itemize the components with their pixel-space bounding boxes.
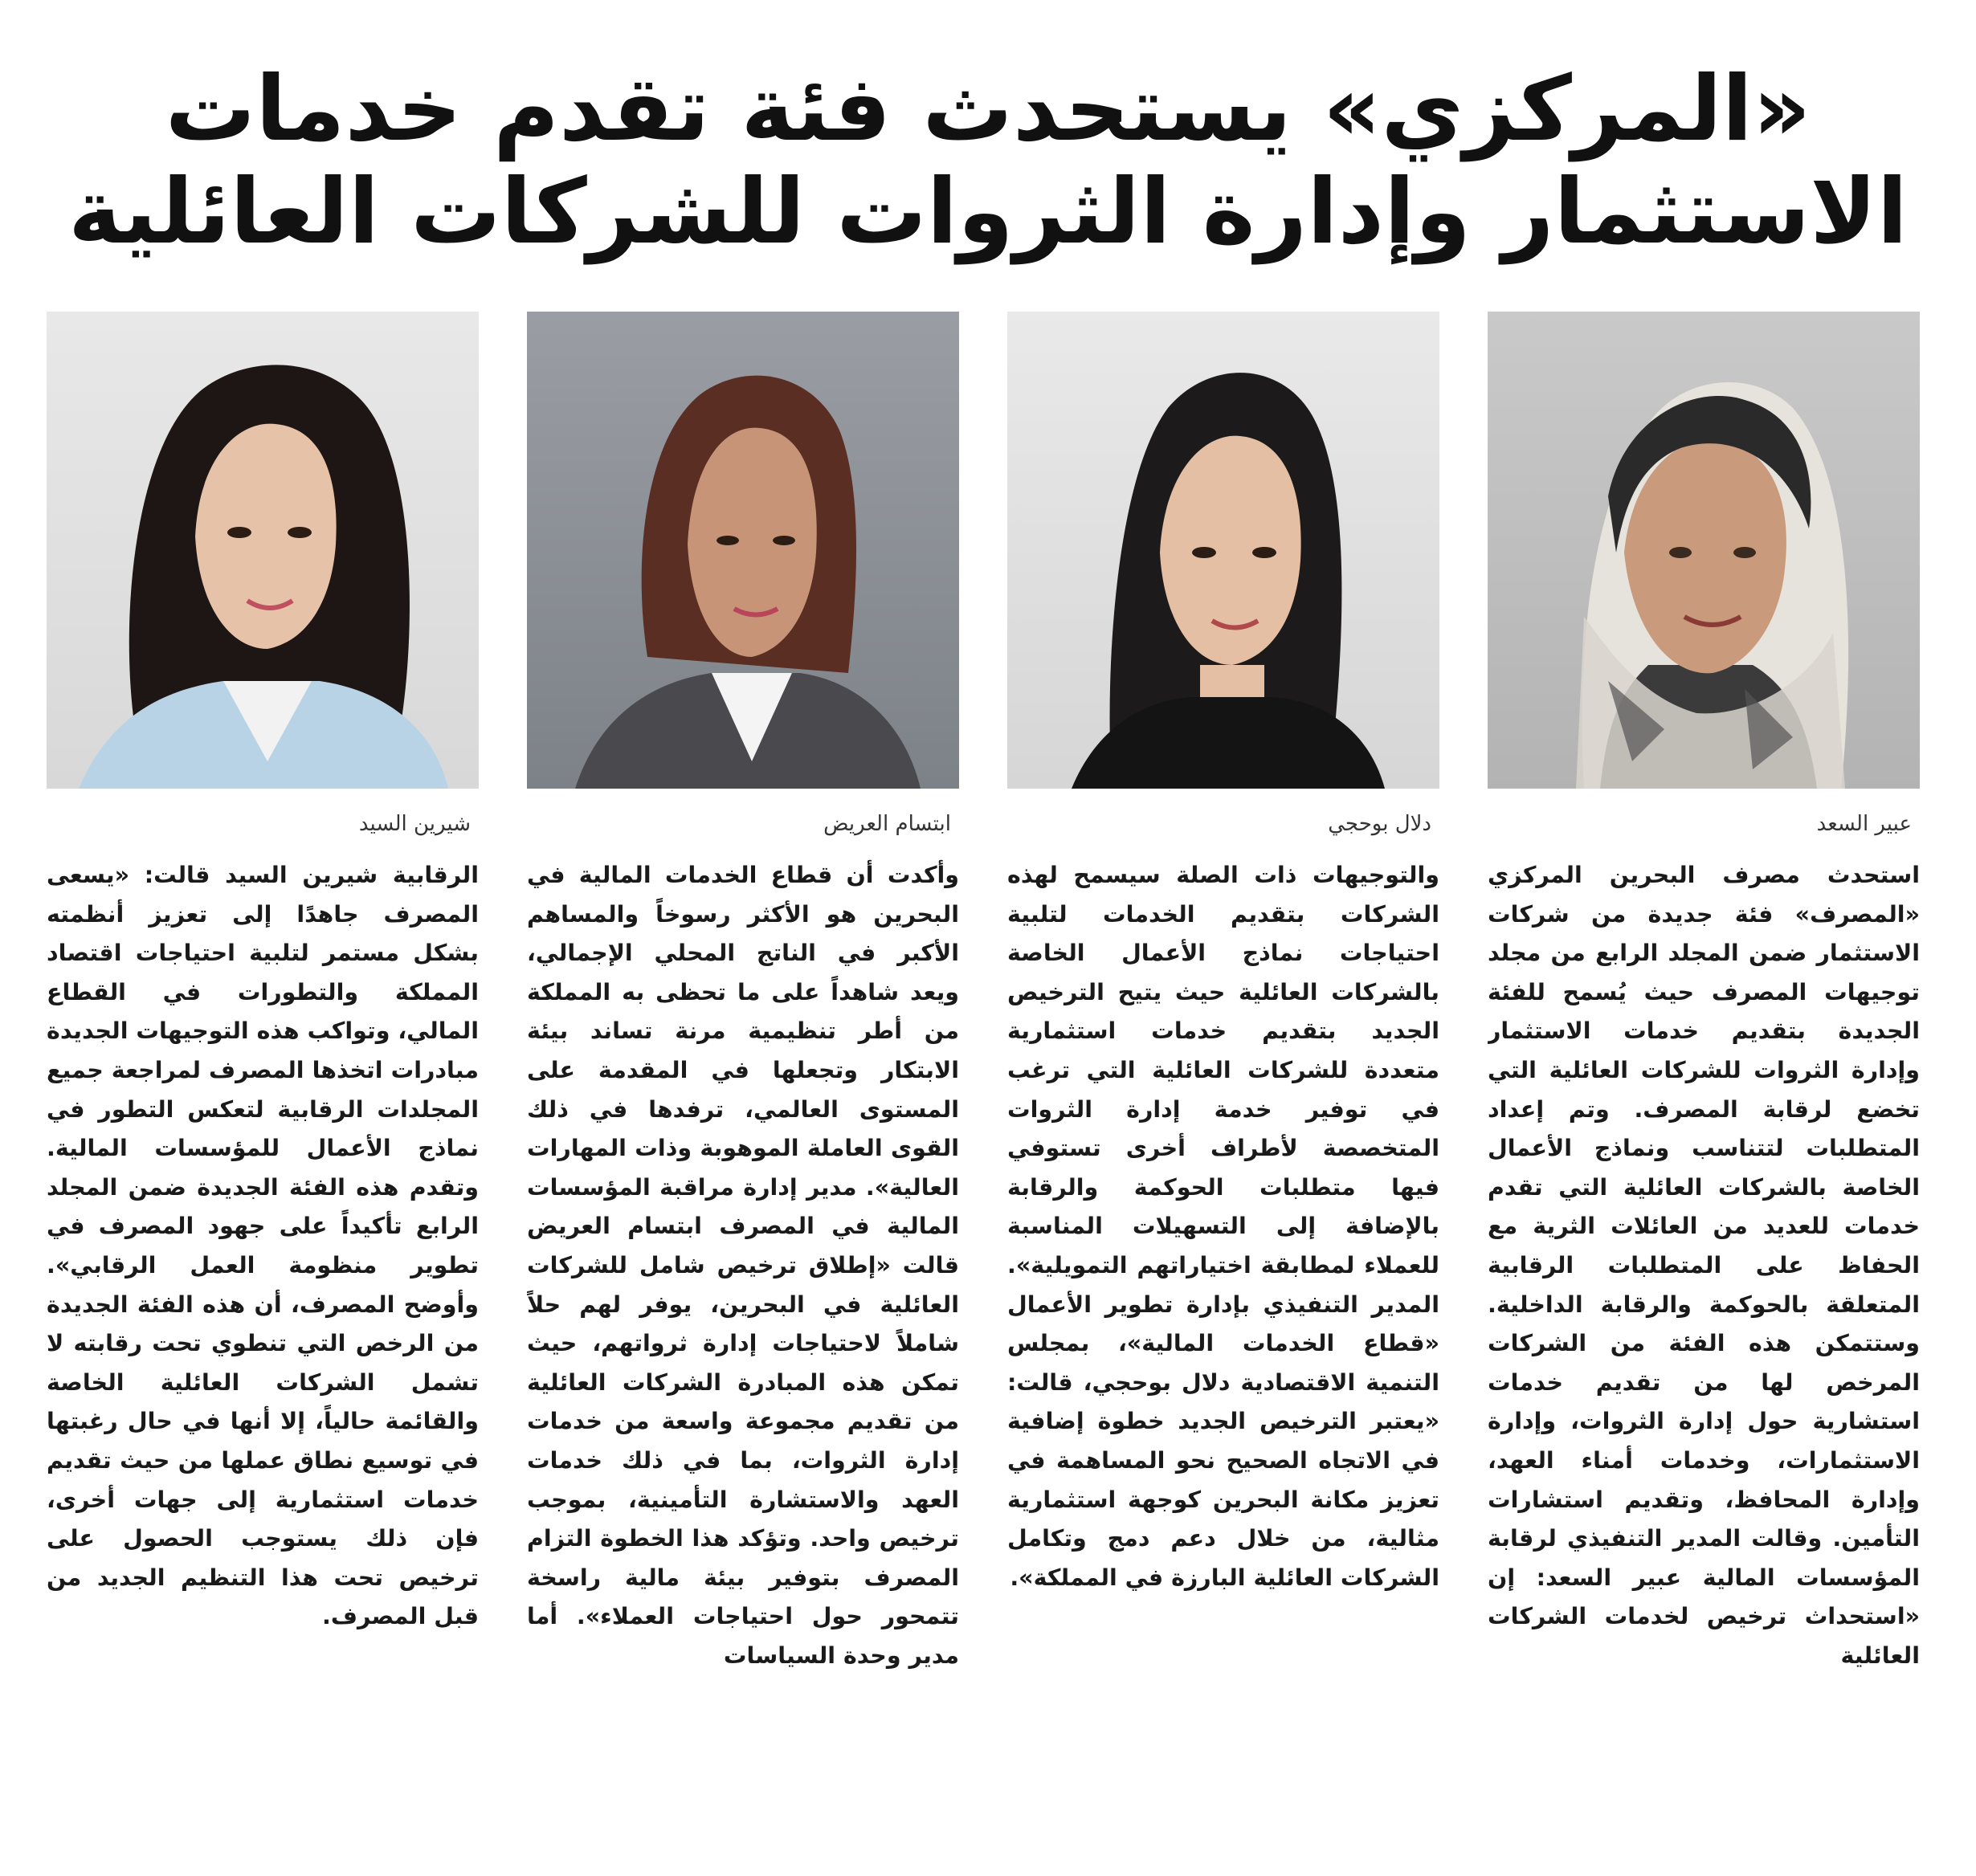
portrait-woman-dark-hair-icon [1007,312,1439,789]
photo-caption: ابتسام العريض [823,812,951,836]
photo-caption: شيرين السيد [358,812,471,836]
headline-line-2: الاستثمار وإدارة الثروات للشركات العائلية [67,160,1909,264]
photo-caption: دلال بوحجي [1328,812,1431,836]
photo-shereen-alsayed [47,312,479,789]
article-paragraph: الرقابية شيرين السيد قالت: «يسعى المصرف جاهدًا إلى تعزيز أنظمته بشكل مستمر لتلبية احتياجات اقتصاد المملكة والتطورات في القطاع المالي، وتواكب هذه التوجيهات الجديدة مبادرات اتخذها المصرف لمراجعة جميع المجلدات الرقابية لتعكس التطور في نماذج الأعمال للمؤسسات المالية. وتقدم هذه الفئة الجديدة ضمن المجلد الرابع تأكيداً على جهود المصرف في تطوير منظومة العمل الرقابي». وأوضح المصرف، أن هذه الفئة الجديدة من الرخص التي تنطوي تحت رقابته لا تشمل الشركات العائلية الخاصة والقائمة حالياً، إلا أنها في حال رغبتها في توسيع نطاق عملها من حيث تقديم خدمات استثمارية إلى جهات أخرى، فإن ذلك يستوجب الحصول على ترخيص تحت هذا التنظيم الجديد من قبل المصرف. [47,862,479,1630]
portrait-hijab-icon [1488,312,1920,789]
portrait-woman-blazer-icon [527,312,959,789]
photo-abeer-alsaad [1488,312,1920,789]
photo-ebtisam-alarrayed [527,312,959,789]
article-column-4 [47,312,479,1852]
headline-line-1: «المركزي» يستحدث فئة تقدم خدمات [165,57,1811,161]
headline [0,58,1976,263]
article-paragraph: استحدث مصرف البحرين المركزي «المصرف» فئة جديدة من شركات الاستثمار ضمن المجلد الرابع من مجلد توجيهات المصرف حيث يُسمح للفئة الجديدة بتقديم خدمات الاستثمار وإدارة الثروات للشركات العائلية التي تخضع لرقابة المصرف. وتم إعداد المتطلبات لتتناسب ونماذج الأعمال الخاصة بالشركات العائلية التي تقدم خدمات للعديد من العائلات الثرية مع الحفاظ على المتطلبات الرقابية المتعلقة بالحوكمة والرقابة الداخلية. وستتمكن هذه الفئة من الشركات المرخص لها من تقديم خدمات استشارية حول إدارة الثروات، وإدارة الاستثمارات، وخدمات أمناء العهد، وإدارة المحافظ، وتقديم استشارات التأمين. وقالت المدير التنفيذي لرقابة المؤسسات المالية عبير السعد: إن «استحداث ترخيص لخدمات الشركات العائلية [1488,862,1920,1669]
article-column-1 [1488,312,1920,1852]
portrait-woman-light-jacket-icon [47,312,479,789]
article-column-2 [1007,312,1439,1852]
article-column-3 [527,312,959,1852]
photo-dalal-bouhaji [1007,312,1439,789]
article-paragraph: والتوجيهات ذات الصلة سيسمح لهذه الشركات بتقديم الخدمات لتلبية احتياجات نماذج الأعمال الخاصة بالشركات العائلية حيث يتيح الترخيص الجديد بتقديم خدمات استثمارية متعددة للشركات العائلية التي ترغب في توفير خدمة إدارة الثروات المتخصصة لأطراف أخرى تستوفي فيها متطلبات الحوكمة والرقابة بالإضافة إلى التسهيلات المناسبة للعملاء لمطابقة اختياراتهم التمويلية». المدير التنفيذي بإدارة تطوير الأعمال «قطاع الخدمات المالية»، بمجلس التنمية الاقتصادية دلال بوحجي، قالت: «يعتبر الترخيص الجديد خطوة إضافية في الاتجاه الصحيح نحو المساهمة في تعزيز مكانة البحرين كوجهة استثمارية مثالية، من خلال دعم دمج وتكامل الشركات العائلية البارزة في المملكة». [1007,862,1439,1591]
article-paragraph: وأكدت أن قطاع الخدمات المالية في البحرين هو الأكثر رسوخاً والمساهم الأكبر في الناتج المحلي الإجمالي، ويعد شاهداً على ما تحظى به المملكة من أطر تنظيمية مرنة تساند بيئة الابتكار وتجعلها في المقدمة على المستوى العالمي، ترفدها في ذلك القوى العاملة الموهوبة وذات المهارات العالية». مدير إدارة مراقبة المؤسسات المالية في المصرف ابتسام العريض قالت «إطلاق ترخيص شامل للشركات العائلية في البحرين، يوفر لهم حلاً شاملاً لاحتياجات إدارة ثرواتهم، حيث تمكن هذه المبادرة الشركات العائلية من تقديم مجموعة واسعة من خدمات إدارة الثروات، بما في ذلك خدمات العهد والاستشارة التأمينية، بموجب ترخيص واحد. وتؤكد هذا الخطوة التزام المصرف بتوفير بيئة مالية راسخة تتمحور حول احتياجات العملاء». أما مدير وحدة السياسات [527,862,959,1669]
photo-caption: عبير السعد [1816,812,1912,836]
